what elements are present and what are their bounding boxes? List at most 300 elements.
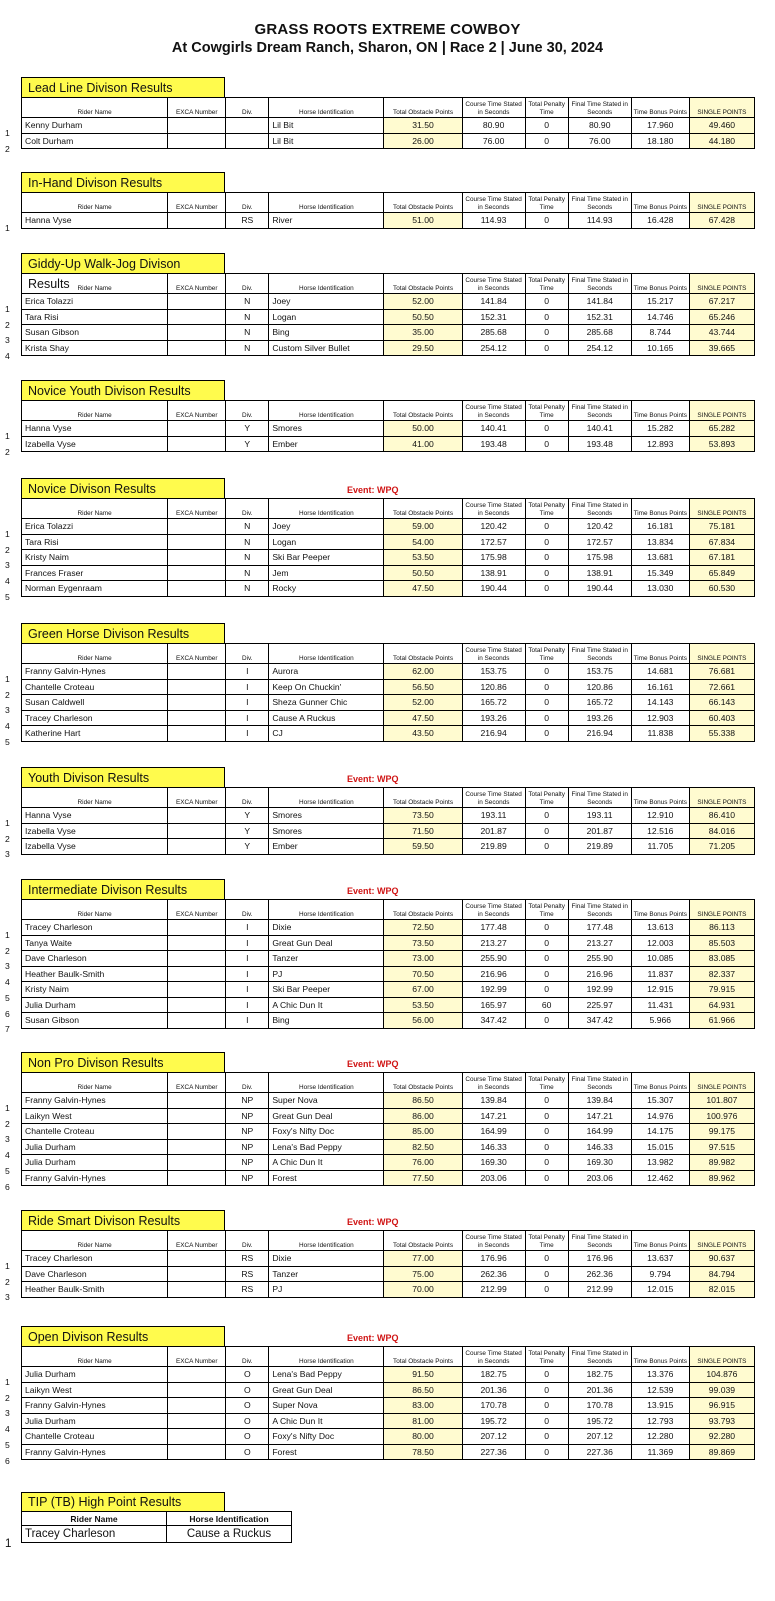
table-cell xyxy=(168,966,226,982)
table-cell: Cause A Ruckus xyxy=(269,710,384,726)
table-cell: 64.931 xyxy=(689,997,754,1013)
row-rank: 1 xyxy=(5,431,10,441)
table-cell: Dixie xyxy=(269,1251,384,1267)
table-cell: 53.50 xyxy=(384,997,462,1013)
table-cell: 10.085 xyxy=(631,951,689,967)
table-cell xyxy=(168,839,226,855)
table-cell: N xyxy=(226,534,269,550)
table-cell: 83.00 xyxy=(384,1398,462,1414)
table-cell: Tanya Waite xyxy=(22,935,168,951)
column-header: Rider Name xyxy=(22,1231,168,1251)
table-header-row xyxy=(22,900,755,920)
table-cell: 65.246 xyxy=(689,309,754,325)
table-cell: 92.280 xyxy=(689,1429,754,1445)
table-cell: I xyxy=(226,935,269,951)
table-cell: I xyxy=(226,710,269,726)
table-cell: 177.48 xyxy=(568,920,631,936)
table-cell: Smores xyxy=(269,808,384,824)
division-title: Novice Divison Results xyxy=(21,478,225,498)
column-header: EXCA Number xyxy=(168,193,226,213)
table-cell: Ember xyxy=(269,839,384,855)
row-rank: 6 xyxy=(5,1455,10,1466)
table-cell: 67.834 xyxy=(689,534,754,550)
column-header: Total Penalty Time xyxy=(525,900,568,920)
row-rank: 1 xyxy=(5,128,10,138)
table-cell: 80.00 xyxy=(384,1429,462,1445)
page-header xyxy=(0,20,775,58)
table-cell: 50.50 xyxy=(384,565,462,581)
table-cell: 140.41 xyxy=(462,421,525,437)
table-cell xyxy=(168,726,226,742)
table-row xyxy=(22,679,755,695)
table-cell: 138.91 xyxy=(462,565,525,581)
table-cell: 9.794 xyxy=(631,1266,689,1282)
column-header: Div. xyxy=(226,401,269,421)
row-rank: 5 xyxy=(5,736,10,747)
table-cell: NP xyxy=(226,1155,269,1171)
table-cell: 0 xyxy=(525,1413,568,1429)
table-cell xyxy=(168,1367,226,1383)
table-cell: 140.41 xyxy=(568,421,631,437)
table-cell: 0 xyxy=(525,1108,568,1124)
table-row xyxy=(22,133,755,149)
table-cell: I xyxy=(226,726,269,742)
table-cell: 31.50 xyxy=(384,118,462,134)
table-cell: 165.72 xyxy=(462,695,525,711)
table-cell: Susan Gibson xyxy=(22,1013,168,1029)
row-rank: 1 xyxy=(5,1261,10,1271)
table-cell xyxy=(168,519,226,535)
table-cell: 76.00 xyxy=(462,133,525,149)
table-cell: Keep On Chuckin' xyxy=(269,679,384,695)
table-cell: 0 xyxy=(525,823,568,839)
table-row xyxy=(22,534,755,550)
table-cell xyxy=(168,1013,226,1029)
table-cell: Y xyxy=(226,823,269,839)
table-cell: Franny Galvin-Hynes xyxy=(22,1093,168,1109)
division-title: Lead Line Divison Results xyxy=(21,77,225,97)
column-header: Horse Identification xyxy=(269,788,384,808)
table-cell: 120.42 xyxy=(462,519,525,535)
column-header: Time Bonus Points xyxy=(631,274,689,294)
table-cell: NP xyxy=(226,1108,269,1124)
row-rank: 6 xyxy=(5,1008,10,1019)
table-cell: 61.966 xyxy=(689,1013,754,1029)
table-row xyxy=(22,1251,755,1267)
table-cell: 97.515 xyxy=(689,1139,754,1155)
table-cell: 219.89 xyxy=(568,839,631,855)
table-cell: 29.50 xyxy=(384,340,462,356)
table-cell: 8.744 xyxy=(631,325,689,341)
table-cell: Franny Galvin-Hynes xyxy=(22,1170,168,1186)
table-cell: RS xyxy=(226,1266,269,1282)
table-cell: 65.282 xyxy=(689,421,754,437)
table-cell: 262.36 xyxy=(462,1266,525,1282)
event-label: Event: WPQ xyxy=(347,774,399,784)
column-header: Final Time Stated in Seconds xyxy=(568,401,631,421)
division-title: Novice Youth Divison Results xyxy=(21,380,225,400)
table-cell: 0 xyxy=(525,309,568,325)
row-rank: 6 xyxy=(5,1181,10,1192)
table-cell: 139.84 xyxy=(568,1093,631,1109)
row-rank: 2 xyxy=(5,1392,10,1403)
table-cell: 0 xyxy=(525,1251,568,1267)
table-cell: I xyxy=(226,951,269,967)
table-cell: 201.36 xyxy=(568,1382,631,1398)
table-cell: 11.837 xyxy=(631,966,689,982)
table-row xyxy=(22,519,755,535)
row-rank: 5 xyxy=(5,1439,10,1450)
table-cell: 120.86 xyxy=(462,679,525,695)
table-header-row xyxy=(22,1347,755,1367)
table-cell: 193.26 xyxy=(568,710,631,726)
row-rank: 1 xyxy=(5,930,10,940)
table-cell: Dave Charleson xyxy=(22,1266,168,1282)
column-header: Final Time Stated in Seconds xyxy=(568,1073,631,1093)
table-cell: 82.015 xyxy=(689,1282,754,1298)
table-cell: 219.89 xyxy=(462,839,525,855)
table-cell: Foxy's Nifty Doc xyxy=(269,1124,384,1140)
column-header: Total Penalty Time xyxy=(525,499,568,519)
table-cell: 0 xyxy=(525,340,568,356)
column-header: Rider Name xyxy=(22,401,168,421)
table-cell: 14.681 xyxy=(631,664,689,680)
table-cell: 12.910 xyxy=(631,808,689,824)
table-cell: Jem xyxy=(269,565,384,581)
table-cell xyxy=(168,1139,226,1155)
table-cell: 11.431 xyxy=(631,997,689,1013)
table-cell: 152.31 xyxy=(568,309,631,325)
table-cell: Susan Caldwell xyxy=(22,695,168,711)
table-row xyxy=(22,1170,755,1186)
table-row xyxy=(22,1429,755,1445)
column-header: EXCA Number xyxy=(168,644,226,664)
results-table xyxy=(21,899,755,1029)
row-rank: 1 xyxy=(5,1103,10,1113)
table-row xyxy=(22,1398,755,1414)
column-header: EXCA Number xyxy=(168,1347,226,1367)
table-cell: 255.90 xyxy=(568,951,631,967)
table-cell: 0 xyxy=(525,1139,568,1155)
table-cell: Foxy's Nifty Doc xyxy=(269,1429,384,1445)
table-row xyxy=(22,1139,755,1155)
table-cell: 14.143 xyxy=(631,695,689,711)
column-header: EXCA Number xyxy=(168,1231,226,1251)
column-header: Div. xyxy=(226,98,269,118)
results-table xyxy=(21,400,755,452)
table-cell: 182.75 xyxy=(568,1367,631,1383)
table-cell: CJ xyxy=(269,726,384,742)
event-label: Event: WPQ xyxy=(347,1333,399,1343)
column-header: Horse Identification xyxy=(269,499,384,519)
row-rank: 2 xyxy=(5,1276,10,1287)
table-cell: 172.57 xyxy=(568,534,631,550)
table-cell: 141.84 xyxy=(568,294,631,310)
table-cell: 60.530 xyxy=(689,581,754,597)
table-row xyxy=(22,1155,755,1171)
table-cell: Y xyxy=(226,436,269,452)
column-header: Course Time Stated in Seconds xyxy=(462,788,525,808)
table-cell xyxy=(168,1155,226,1171)
column-header: Horse Identification xyxy=(269,98,384,118)
table-cell: I xyxy=(226,982,269,998)
table-cell: 99.175 xyxy=(689,1124,754,1140)
table-cell: 165.72 xyxy=(568,695,631,711)
table-cell: 0 xyxy=(525,1282,568,1298)
table-row xyxy=(22,823,755,839)
table-cell: 216.96 xyxy=(462,966,525,982)
table-cell xyxy=(168,1266,226,1282)
column-header: Rider Name xyxy=(22,98,168,118)
column-header: Total Penalty Time xyxy=(525,1073,568,1093)
table-row xyxy=(22,565,755,581)
column-header: Rider Name xyxy=(22,1347,168,1367)
table-cell: 14.746 xyxy=(631,309,689,325)
table-cell: 72.50 xyxy=(384,920,462,936)
table-cell: N xyxy=(226,550,269,566)
division-title: Non Pro Divison Results xyxy=(21,1052,225,1072)
column-header: Time Bonus Points xyxy=(631,788,689,808)
table-cell: I xyxy=(226,664,269,680)
column-header: Course Time Stated in Seconds xyxy=(462,499,525,519)
row-rank: 7 xyxy=(5,1024,10,1035)
table-cell: N xyxy=(226,581,269,597)
table-row xyxy=(22,1282,755,1298)
table-cell: Colt Durham xyxy=(22,133,168,149)
table-cell: 0 xyxy=(525,325,568,341)
row-rank: 4 xyxy=(5,351,10,362)
column-header: Horse Identification xyxy=(269,900,384,920)
table-cell: 146.33 xyxy=(568,1139,631,1155)
table-cell: 15.307 xyxy=(631,1093,689,1109)
table-cell: Joey xyxy=(269,294,384,310)
table-cell: I xyxy=(226,679,269,695)
results-table xyxy=(21,498,755,597)
table-cell: 193.11 xyxy=(462,808,525,824)
event-label: Event: WPQ xyxy=(347,485,399,495)
table-cell: 15.217 xyxy=(631,294,689,310)
division-title: Ride Smart Divison Results xyxy=(21,1210,225,1230)
column-header: Final Time Stated in Seconds xyxy=(568,1231,631,1251)
table-cell: 190.44 xyxy=(568,581,631,597)
column-header: Total Penalty Time xyxy=(525,1347,568,1367)
tip-horse: Cause a Ruckus xyxy=(167,1526,292,1543)
table-cell: 0 xyxy=(525,695,568,711)
table-cell: 15.015 xyxy=(631,1139,689,1155)
table-cell: Bing xyxy=(269,1013,384,1029)
row-rank: 4 xyxy=(5,977,10,988)
table-cell: 10.165 xyxy=(631,340,689,356)
table-cell: 13.637 xyxy=(631,1251,689,1267)
table-cell: 55.338 xyxy=(689,726,754,742)
column-header: Time Bonus Points xyxy=(631,401,689,421)
table-cell: Franny Galvin-Hynes xyxy=(22,1444,168,1460)
table-row xyxy=(22,118,755,134)
table-cell xyxy=(226,133,269,149)
table-cell: 44.180 xyxy=(689,133,754,149)
column-header: Div. xyxy=(226,193,269,213)
table-cell: 201.36 xyxy=(462,1382,525,1398)
table-cell: 89.962 xyxy=(689,1170,754,1186)
table-cell: 86.50 xyxy=(384,1093,462,1109)
table-cell xyxy=(168,565,226,581)
column-header: EXCA Number xyxy=(168,1073,226,1093)
table-cell: 12.893 xyxy=(631,436,689,452)
column-header: SINGLE POINTS xyxy=(689,1231,754,1251)
table-header-row xyxy=(22,98,755,118)
results-table xyxy=(21,787,755,855)
column-header: Final Time Stated in Seconds xyxy=(568,193,631,213)
table-cell: 0 xyxy=(525,1124,568,1140)
table-cell: N xyxy=(226,309,269,325)
table-cell: 96.915 xyxy=(689,1398,754,1414)
table-cell xyxy=(168,679,226,695)
table-cell: Ember xyxy=(269,436,384,452)
table-cell: 347.42 xyxy=(568,1013,631,1029)
table-cell xyxy=(168,340,226,356)
table-cell: 85.00 xyxy=(384,1124,462,1140)
table-cell: 41.00 xyxy=(384,436,462,452)
column-header: Final Time Stated in Seconds xyxy=(568,274,631,294)
row-rank: 5 xyxy=(5,591,10,602)
table-cell: 141.84 xyxy=(462,294,525,310)
column-header: Course Time Stated in Seconds xyxy=(462,98,525,118)
table-cell: Tara Risi xyxy=(22,309,168,325)
table-cell: 0 xyxy=(525,664,568,680)
results-table xyxy=(21,97,755,149)
table-cell: 71.205 xyxy=(689,839,754,855)
table-cell: 169.30 xyxy=(568,1155,631,1171)
column-header: Horse Identification xyxy=(269,274,384,294)
table-cell: 0 xyxy=(525,565,568,581)
tip-col-rider: Rider Name xyxy=(22,1512,167,1526)
table-cell: 195.72 xyxy=(462,1413,525,1429)
table-cell xyxy=(168,118,226,134)
table-cell: 84.016 xyxy=(689,823,754,839)
table-cell: 0 xyxy=(525,1170,568,1186)
table-cell: O xyxy=(226,1367,269,1383)
table-cell: 213.27 xyxy=(568,935,631,951)
column-header: Total Obstacle Points xyxy=(384,900,462,920)
table-cell: 39.665 xyxy=(689,340,754,356)
table-cell: Sheza Gunner Chic xyxy=(269,695,384,711)
table-cell: 76.00 xyxy=(568,133,631,149)
table-cell: I xyxy=(226,920,269,936)
column-header: SINGLE POINTS xyxy=(689,193,754,213)
column-header: EXCA Number xyxy=(168,98,226,118)
table-cell xyxy=(168,213,226,229)
table-cell: NP xyxy=(226,1124,269,1140)
table-row xyxy=(22,1413,755,1429)
table-cell: O xyxy=(226,1429,269,1445)
column-header: Horse Identification xyxy=(269,1073,384,1093)
table-cell: Ski Bar Peeper xyxy=(269,982,384,998)
table-cell: 51.00 xyxy=(384,213,462,229)
column-header: EXCA Number xyxy=(168,499,226,519)
results-table xyxy=(21,1230,755,1298)
table-cell: 254.12 xyxy=(568,340,631,356)
table-cell: 80.90 xyxy=(462,118,525,134)
column-header: Total Obstacle Points xyxy=(384,1073,462,1093)
table-cell xyxy=(168,1382,226,1398)
table-cell: Kristy Naim xyxy=(22,550,168,566)
table-cell: 12.003 xyxy=(631,935,689,951)
table-cell: 170.78 xyxy=(462,1398,525,1414)
column-header: Total Penalty Time xyxy=(525,193,568,213)
table-cell: Lena's Bad Peppy xyxy=(269,1139,384,1155)
column-header: Course Time Stated in Seconds xyxy=(462,193,525,213)
table-cell xyxy=(168,133,226,149)
column-header: Total Penalty Time xyxy=(525,644,568,664)
table-cell: 193.11 xyxy=(568,808,631,824)
table-cell: 13.915 xyxy=(631,1398,689,1414)
table-cell: Forest xyxy=(269,1444,384,1460)
table-cell: 153.75 xyxy=(462,664,525,680)
column-header: Div. xyxy=(226,788,269,808)
column-header: Time Bonus Points xyxy=(631,1347,689,1367)
table-cell: Julia Durham xyxy=(22,1413,168,1429)
table-cell xyxy=(168,1429,226,1445)
column-header: Total Penalty Time xyxy=(525,401,568,421)
table-cell: Chantelle Croteau xyxy=(22,1124,168,1140)
table-cell: 89.982 xyxy=(689,1155,754,1171)
table-cell: 175.98 xyxy=(462,550,525,566)
table-cell: 13.982 xyxy=(631,1155,689,1171)
table-cell: Kristy Naim xyxy=(22,982,168,998)
column-header: Final Time Stated in Seconds xyxy=(568,1347,631,1367)
table-cell: Super Nova xyxy=(269,1093,384,1109)
table-row xyxy=(22,951,755,967)
table-cell: 35.00 xyxy=(384,325,462,341)
table-cell: 49.460 xyxy=(689,118,754,134)
table-cell: Izabella Vyse xyxy=(22,839,168,855)
table-cell: NP xyxy=(226,1093,269,1109)
column-header: Rider Name xyxy=(22,644,168,664)
table-cell: Lil Bit xyxy=(269,133,384,149)
table-cell: Izabella Vyse xyxy=(22,436,168,452)
table-row xyxy=(22,581,755,597)
table-cell: Julia Durham xyxy=(22,1155,168,1171)
table-cell: Heather Baulk-Smith xyxy=(22,966,168,982)
column-header: SINGLE POINTS xyxy=(689,900,754,920)
table-cell xyxy=(168,1251,226,1267)
table-cell: 225.97 xyxy=(568,997,631,1013)
table-cell: Y xyxy=(226,839,269,855)
table-cell: Lil Bit xyxy=(269,118,384,134)
table-row xyxy=(22,550,755,566)
results-table xyxy=(21,273,755,356)
column-header: EXCA Number xyxy=(168,401,226,421)
row-rank: 1 xyxy=(5,818,10,828)
column-header: SINGLE POINTS xyxy=(689,98,754,118)
column-header: EXCA Number xyxy=(168,788,226,808)
table-cell: 114.93 xyxy=(568,213,631,229)
table-cell: 81.00 xyxy=(384,1413,462,1429)
row-rank: 3 xyxy=(5,1292,10,1303)
table-cell: Dave Charleson xyxy=(22,951,168,967)
column-header: Time Bonus Points xyxy=(631,644,689,664)
table-cell: 169.30 xyxy=(462,1155,525,1171)
table-cell: Norman Eygenraam xyxy=(22,581,168,597)
table-cell: 76.681 xyxy=(689,664,754,680)
table-cell: 285.68 xyxy=(568,325,631,341)
table-cell: 73.50 xyxy=(384,935,462,951)
table-cell: 0 xyxy=(525,213,568,229)
table-cell: 13.613 xyxy=(631,920,689,936)
table-cell: 0 xyxy=(525,1093,568,1109)
table-cell: I xyxy=(226,695,269,711)
table-cell xyxy=(168,325,226,341)
